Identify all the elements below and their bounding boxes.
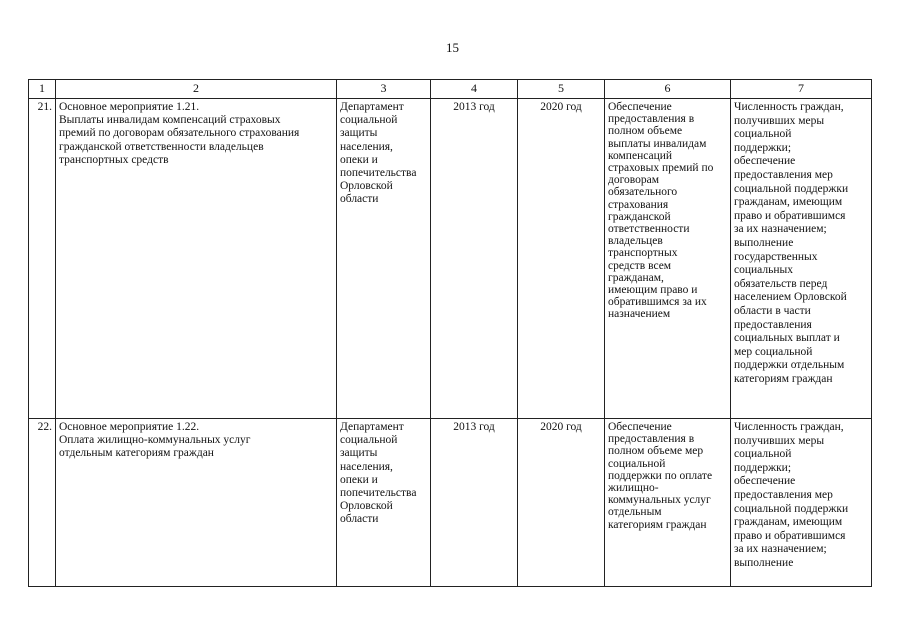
text-line: социальных выплат и	[734, 332, 840, 345]
column-header: 1	[29, 80, 56, 99]
text-line: коммунальных услуг	[608, 494, 711, 507]
text-line: жилищно-	[608, 482, 659, 495]
text-line: поддержки;	[734, 141, 792, 154]
row-number: 22.	[29, 419, 56, 587]
text-line: категориям граждан	[608, 518, 707, 531]
table-row	[29, 99, 872, 419]
text-line: страхования	[608, 198, 669, 211]
text-line: области	[340, 193, 379, 206]
text-line: защиты	[340, 447, 378, 460]
text-line: право и обратившимся	[734, 529, 846, 542]
text-line: социальной	[340, 434, 398, 447]
text-line: имеющим право и	[608, 284, 698, 297]
start-year: 2013 год	[431, 99, 518, 419]
text-line: полном объеме	[608, 125, 683, 138]
text-line: населения,	[340, 460, 393, 473]
text-line: попечительства	[340, 487, 417, 500]
text-line: предоставления в	[608, 113, 695, 126]
text-line: право и обратившимся	[734, 209, 846, 222]
text-line: гражданам, имеющим	[734, 196, 843, 209]
text-line: предоставления мер	[734, 168, 833, 181]
text-line: социальной поддержки	[734, 182, 849, 195]
expected-result-cell	[605, 419, 731, 587]
executor-cell	[337, 99, 431, 419]
text-line: Орловской	[340, 500, 393, 513]
text-line: обязательств перед	[734, 277, 828, 290]
text-line: предоставления в	[608, 433, 695, 446]
text-line: получивших меры	[734, 114, 825, 127]
text-line: Орловской	[340, 180, 393, 193]
text-line: социальной	[608, 457, 666, 470]
text-line: защиты	[340, 127, 378, 140]
activity-title: Основное мероприятие 1.21.	[59, 101, 200, 113]
column-header: 6	[605, 80, 731, 99]
text-line: за их назначением;	[734, 223, 827, 236]
text-line: поддержки по оплате	[608, 469, 713, 482]
text-line: выполнение	[734, 236, 794, 249]
text-line: Численность граждан,	[734, 101, 844, 113]
text-line: области в части	[734, 304, 811, 317]
text-line: за их назначением;	[734, 543, 827, 556]
activity-description	[59, 114, 333, 167]
start-year: 2013 год	[431, 419, 518, 587]
program-table	[28, 79, 872, 587]
text-line: социальной	[734, 448, 792, 461]
text-line: предоставления	[734, 318, 812, 331]
text-line: гражданам, имеющим	[734, 516, 843, 529]
column-header: 3	[337, 80, 431, 99]
text-line: страховых премий по	[608, 162, 714, 175]
text-line: гражданской	[608, 210, 671, 223]
executor-cell	[337, 419, 431, 587]
activity-title: Основное мероприятие 1.22.	[59, 421, 200, 433]
activity-description	[59, 434, 333, 460]
text-line: транспортных средств	[59, 153, 169, 166]
text-line: премий по договорам обязательного страхования	[59, 127, 300, 140]
text-line: социальной	[734, 128, 792, 141]
text-line: гражданам,	[608, 271, 664, 284]
text-line: попечительства	[340, 167, 417, 180]
text-line: обеспечение	[734, 475, 796, 488]
text-line: средств всем	[608, 259, 672, 272]
text-line: выполнение	[734, 556, 794, 569]
text-line: Численность граждан,	[734, 421, 844, 433]
text-line: Обеспечение	[608, 101, 672, 113]
expected-result-cell	[605, 99, 731, 419]
text-line: компенсаций	[608, 149, 673, 162]
end-year: 2020 год	[518, 419, 605, 587]
column-number-row	[29, 80, 872, 99]
text-line: обеспечение	[734, 155, 796, 168]
text-line: опеки и	[340, 153, 378, 166]
text-line: назначением	[608, 308, 671, 321]
text-line: транспортных	[608, 247, 678, 260]
text-line: категориям граждан	[734, 372, 833, 385]
activity-cell	[56, 419, 337, 587]
text-line: полном объеме мер	[608, 445, 704, 458]
text-line: мер социальной	[734, 345, 813, 358]
text-line: населением Орловской	[734, 291, 847, 304]
activity-cell	[56, 99, 337, 419]
text-line: предоставления мер	[734, 488, 833, 501]
text-line: обязательного	[608, 186, 678, 199]
text-line: Оплата жилищно-коммунальных услуг	[59, 434, 251, 447]
text-line: опеки и	[340, 473, 378, 486]
column-header: 2	[56, 80, 337, 99]
text-line: поддержки отдельным	[734, 359, 845, 372]
table-row	[29, 419, 872, 587]
text-line: выплаты инвалидам	[608, 137, 707, 150]
row-number: 21.	[29, 99, 56, 419]
text-line: области	[340, 513, 379, 526]
text-line: гражданской ответственности владельцев	[59, 140, 264, 153]
text-line: Департамент	[340, 421, 404, 433]
text-line: поддержки;	[734, 461, 792, 474]
text-line: государственных	[734, 250, 818, 263]
text-line: населения,	[340, 140, 393, 153]
indicator-cell	[731, 99, 872, 419]
text-line: Обеспечение	[608, 421, 672, 433]
text-line: договорам	[608, 174, 660, 187]
text-line: социальной поддержки	[734, 502, 849, 515]
page-number: 15	[446, 40, 459, 55]
text-line: социальных	[734, 264, 793, 277]
end-year: 2020 год	[518, 99, 605, 419]
column-header: 7	[731, 80, 872, 99]
text-line: отдельным	[608, 506, 662, 519]
column-header: 4	[431, 80, 518, 99]
text-line: обратившимся за их	[608, 296, 707, 309]
indicator-cell	[731, 419, 872, 587]
text-line: получивших меры	[734, 434, 825, 447]
text-line: социальной	[340, 114, 398, 127]
column-header: 5	[518, 80, 605, 99]
text-line: отдельным категориям граждан	[59, 447, 214, 460]
text-line: владельцев	[608, 235, 663, 248]
text-line: Департамент	[340, 101, 404, 113]
text-line: ответственности	[608, 223, 690, 236]
text-line: Выплаты инвалидам компенсаций страховых	[59, 114, 281, 127]
